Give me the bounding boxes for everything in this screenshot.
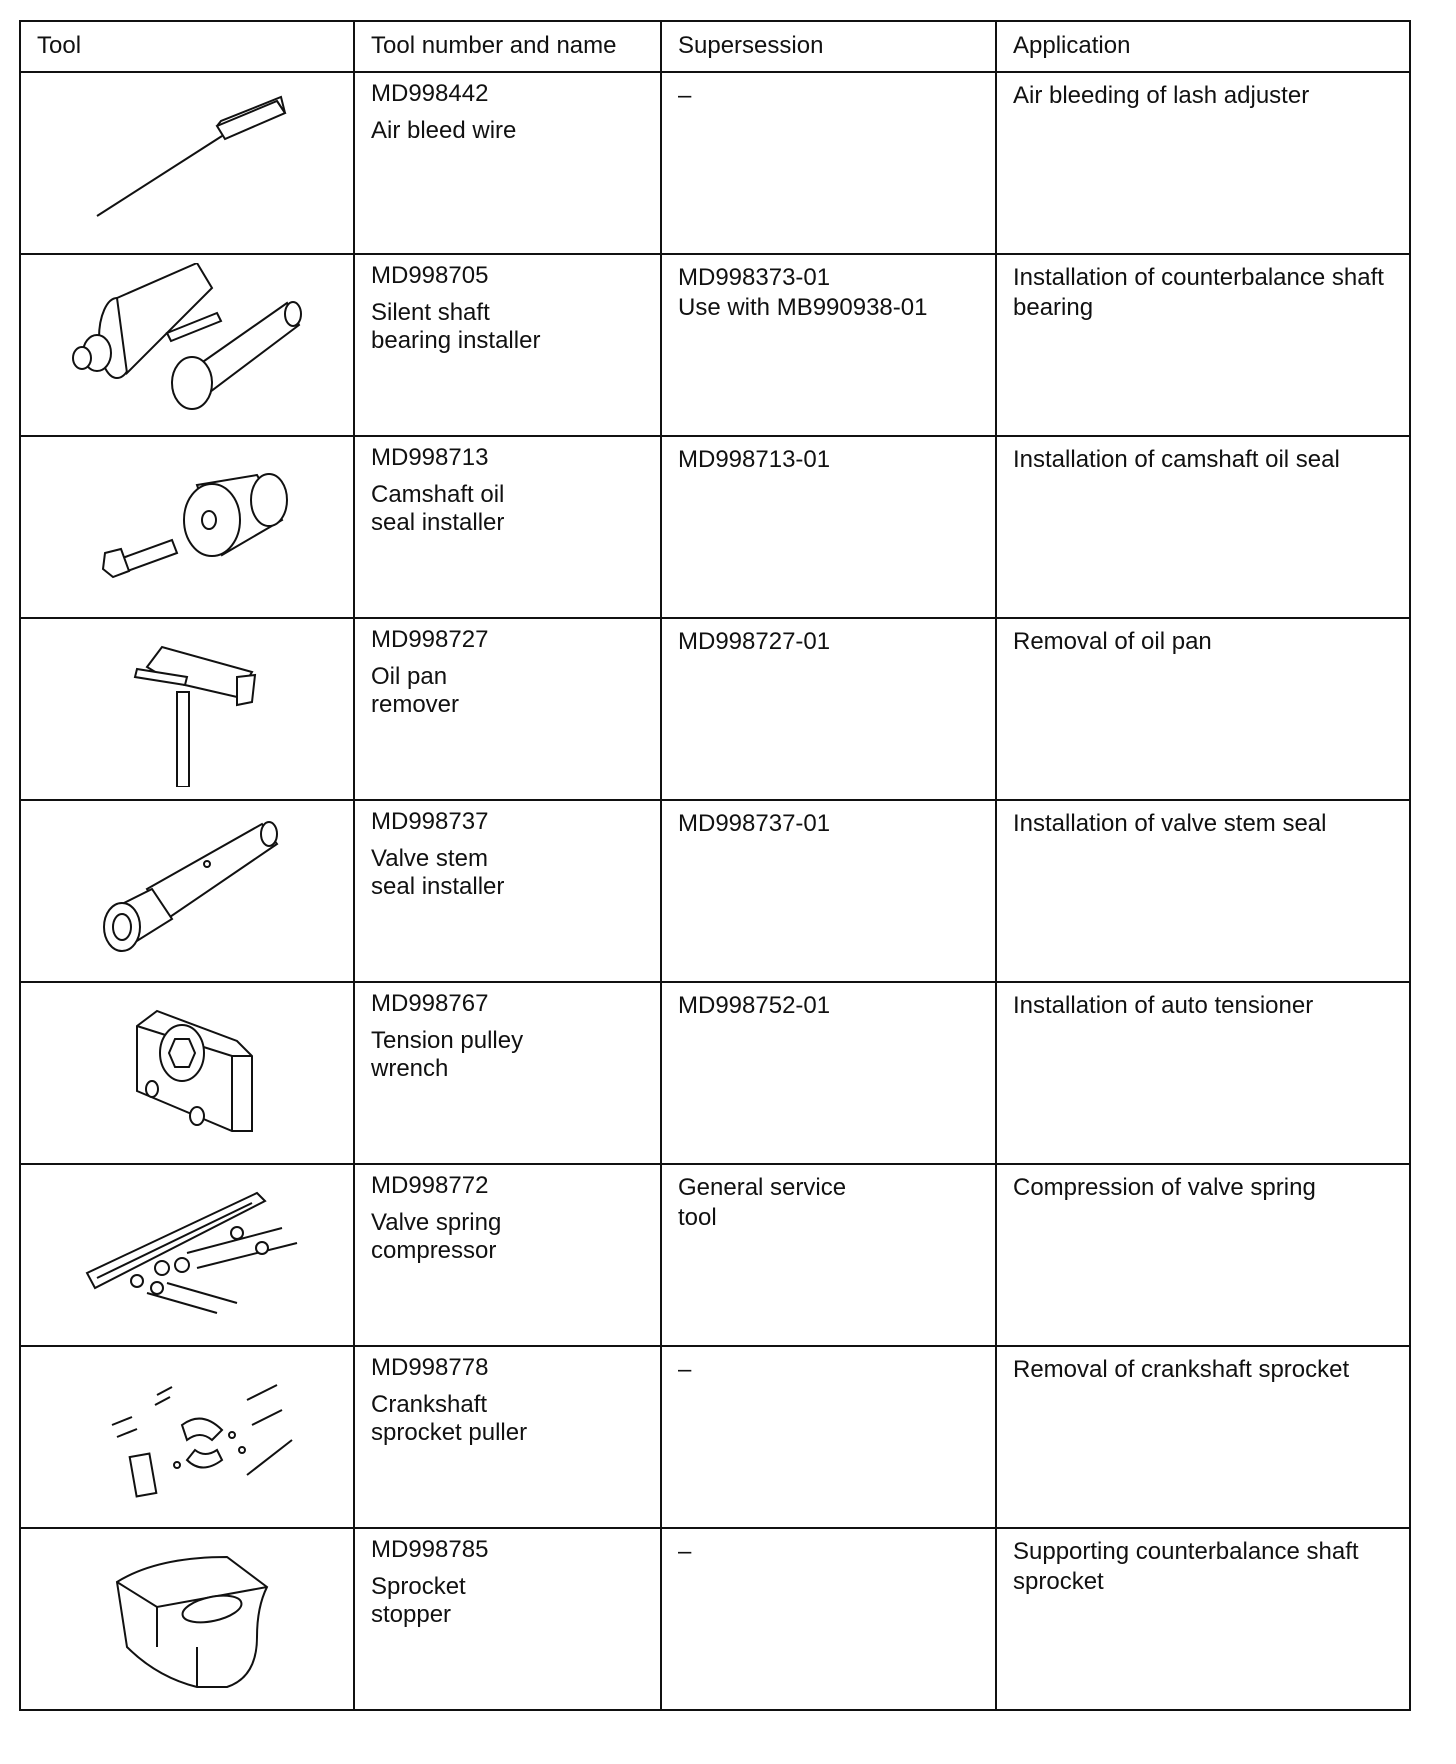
tool-number: MD998778 [371, 1354, 489, 1381]
header-tool: Tool [20, 21, 354, 72]
tool-name: Tension pulley wrench [371, 1027, 524, 1082]
oil-pan-remover-icon [37, 627, 337, 787]
supersession-cell: MD998713-01 [661, 436, 996, 618]
supersession-cell: – [661, 1528, 996, 1710]
tool-name: Crankshaft sprocket puller [371, 1391, 528, 1446]
tool-image-cell [20, 1346, 354, 1528]
supersession-cell: MD998373-01 Use with MB990938-01 [661, 254, 996, 436]
application-cell: Installation of valve stem seal [996, 800, 1410, 982]
tool-number-name-cell [354, 1528, 661, 1710]
tool-name: Silent shaft bearing installer [371, 299, 541, 354]
tool-number: MD998705 [371, 262, 489, 289]
valve-spring-compressor-icon [37, 1173, 337, 1333]
table-row [20, 254, 1410, 436]
supersession-cell: – [661, 72, 996, 254]
table-row [20, 72, 1410, 254]
table-row [20, 618, 1410, 800]
tool-name: Valve spring compressor [371, 1209, 502, 1264]
tool-number: MD998442 [371, 80, 489, 107]
application-cell: Supporting counterbalance shaft sprocket [996, 1528, 1410, 1710]
tool-image-cell [20, 436, 354, 618]
tool-number: MD998737 [371, 808, 489, 835]
tool-name: Valve stem seal installer [371, 845, 505, 900]
tool-number: MD998727 [371, 626, 489, 653]
header-supersession: Supersession [661, 21, 996, 72]
tool-image-cell [20, 982, 354, 1164]
tool-number: MD998713 [371, 444, 489, 471]
tool-image-cell [20, 72, 354, 254]
tension-pulley-wrench-icon [37, 991, 337, 1151]
tool-number-name-cell [354, 1164, 661, 1346]
tool-name: Sprocket stopper [371, 1573, 466, 1628]
table-row [20, 1528, 1410, 1710]
table-row [20, 1346, 1410, 1528]
tool-number-name-cell [354, 618, 661, 800]
valve-stem-seal-installer-icon [37, 809, 337, 969]
tool-number-name-cell [354, 254, 661, 436]
tool-number: MD998767 [371, 990, 489, 1017]
supersession-cell: – [661, 1346, 996, 1528]
supersession-cell: MD998737-01 [661, 800, 996, 982]
sprocket-puller-icon [37, 1355, 337, 1515]
table-row [20, 436, 1410, 618]
sprocket-stopper-icon [37, 1537, 337, 1697]
tool-image-cell [20, 800, 354, 982]
header-row [20, 21, 1410, 72]
tool-number: MD998785 [371, 1536, 489, 1563]
special-tools-table [19, 20, 1411, 1711]
bearing-installer-icon [37, 263, 337, 423]
application-cell: Removal of crankshaft sprocket [996, 1346, 1410, 1528]
tool-name: Camshaft oil seal installer [371, 481, 505, 536]
air-bleed-wire-icon [37, 81, 337, 241]
tool-number-name-cell [354, 982, 661, 1164]
supersession-cell: MD998752-01 [661, 982, 996, 1164]
tool-number-name-cell [354, 72, 661, 254]
header-number-name: Tool number and name [354, 21, 661, 72]
application-cell: Removal of oil pan [996, 618, 1410, 800]
table-row [20, 1164, 1410, 1346]
oil-seal-installer-icon [37, 445, 337, 605]
tool-number-name-cell [354, 800, 661, 982]
tool-name: Air bleed wire [371, 117, 517, 144]
application-cell: Installation of counterbalance shaft bearing [996, 254, 1410, 436]
application-cell: Installation of camshaft oil seal [996, 436, 1410, 618]
application-cell: Compression of valve spring [996, 1164, 1410, 1346]
tool-number-name-cell [354, 436, 661, 618]
table-row [20, 800, 1410, 982]
tool-number: MD998772 [371, 1172, 489, 1199]
tool-image-cell [20, 254, 354, 436]
application-cell: Air bleeding of lash adjuster [996, 72, 1410, 254]
tool-image-cell [20, 618, 354, 800]
tool-image-cell [20, 1528, 354, 1710]
application-cell: Installation of auto tensioner [996, 982, 1410, 1164]
supersession-cell: General service tool [661, 1164, 996, 1346]
tool-name: Oil pan remover [371, 663, 460, 718]
tool-number-name-cell [354, 1346, 661, 1528]
table-row [20, 982, 1410, 1164]
header-application: Application [996, 21, 1410, 72]
tool-image-cell [20, 1164, 354, 1346]
supersession-cell: MD998727-01 [661, 618, 996, 800]
